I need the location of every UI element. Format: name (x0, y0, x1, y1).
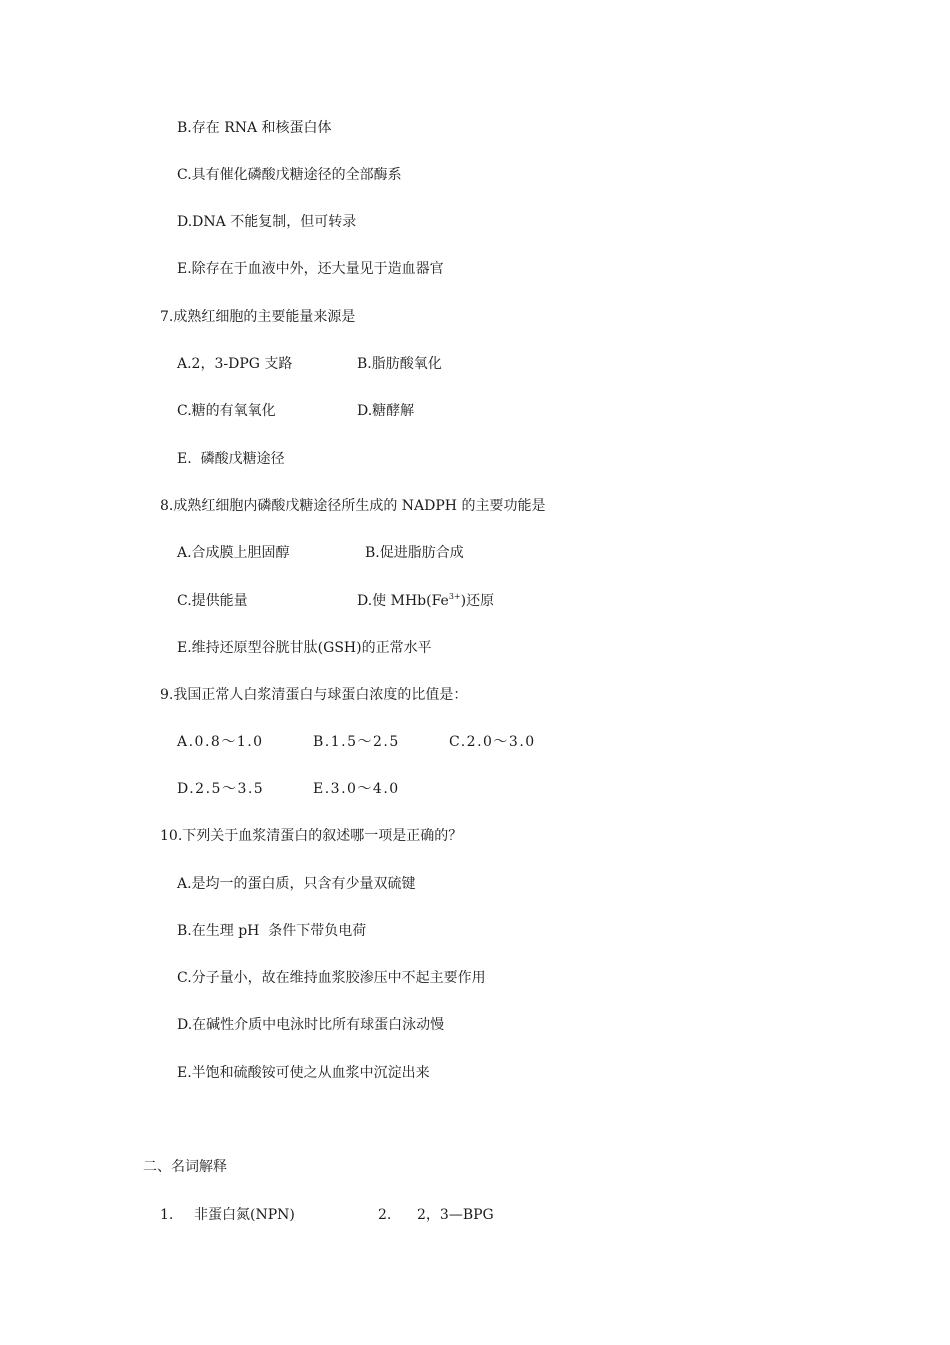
q8-option-d-superscript: 3+ (448, 592, 461, 601)
q10-option-e: E.半饱和硫酸铵可使之从血浆中沉淀出来 (177, 1065, 430, 1081)
term-2-number: 2. (378, 1207, 392, 1223)
q9-option-a: A.0.8～1.0 (177, 734, 264, 750)
q10-option-b: B.在生理 pH 条件下带负电荷 (177, 923, 367, 939)
q7-option-d: D.糖酵解 (357, 403, 415, 419)
q10-option-c: C.分子量小，故在维持血浆胶渗压中不起主要作用 (177, 970, 486, 986)
q8-option-d-prefix: D.使 MHb(Fe (357, 593, 449, 609)
term-1-number: 1. (160, 1207, 174, 1223)
q8-option-e: E.维持还原型谷胱甘肽(GSH)的正常水平 (177, 640, 432, 656)
q6-option-e: E.除存在于血液中外，还大量见于造血器官 (177, 261, 444, 277)
q8-option-d-suffix: )还原 (460, 593, 495, 609)
q6-option-c: C.具有催化磷酸戊糖途径的全部酶系 (177, 167, 402, 183)
q7-option-e: E. 磷酸戊糖途径 (177, 451, 285, 467)
q9-option-e: E.3.0～4.0 (313, 781, 400, 797)
term-1-text: 非蛋白氮(NPN) (194, 1207, 295, 1223)
q7-stem: 7.成熟红细胞的主要能量来源是 (160, 309, 356, 325)
term-2-text: 2，3—BPG (417, 1207, 494, 1223)
q6-option-d: D.DNA 不能复制，但可转录 (177, 214, 357, 230)
q10-option-a: A.是均一的蛋白质，只含有少量双硫键 (177, 876, 416, 892)
q10-stem: 10.下列关于血浆清蛋白的叙述哪一项是正确的？ (160, 828, 463, 844)
section-title: 二、名词解释 (143, 1159, 227, 1175)
q8-option-d (357, 591, 494, 611)
q8-option-c: C.提供能量 (177, 593, 248, 609)
q9-option-c: C.2.0～3.0 (449, 734, 536, 750)
q7-option-b: B.脂肪酸氧化 (357, 356, 442, 372)
q8-stem: 8.成熟红细胞内磷酸戊糖途径所生成的 NADPH 的主要功能是 (160, 498, 546, 514)
q8-option-a: A.合成膜上胆固醇 (177, 545, 290, 561)
q7-option-a: A.2，3-DPG 支路 (177, 356, 293, 372)
q9-stem: 9.我国正常人白浆清蛋白与球蛋白浓度的比值是： (160, 687, 468, 703)
q10-option-d: D.在碱性介质中电泳时比所有球蛋白泳动慢 (177, 1017, 445, 1033)
q8-option-b: B.促进脂肪合成 (365, 545, 464, 561)
q7-option-c: C.糖的有氧氧化 (177, 403, 276, 419)
q6-option-b: B.存在 RNA 和核蛋白体 (177, 120, 332, 136)
q9-option-b: B.1.5～2.5 (313, 734, 400, 750)
q9-option-d: D.2.5～3.5 (177, 781, 265, 797)
